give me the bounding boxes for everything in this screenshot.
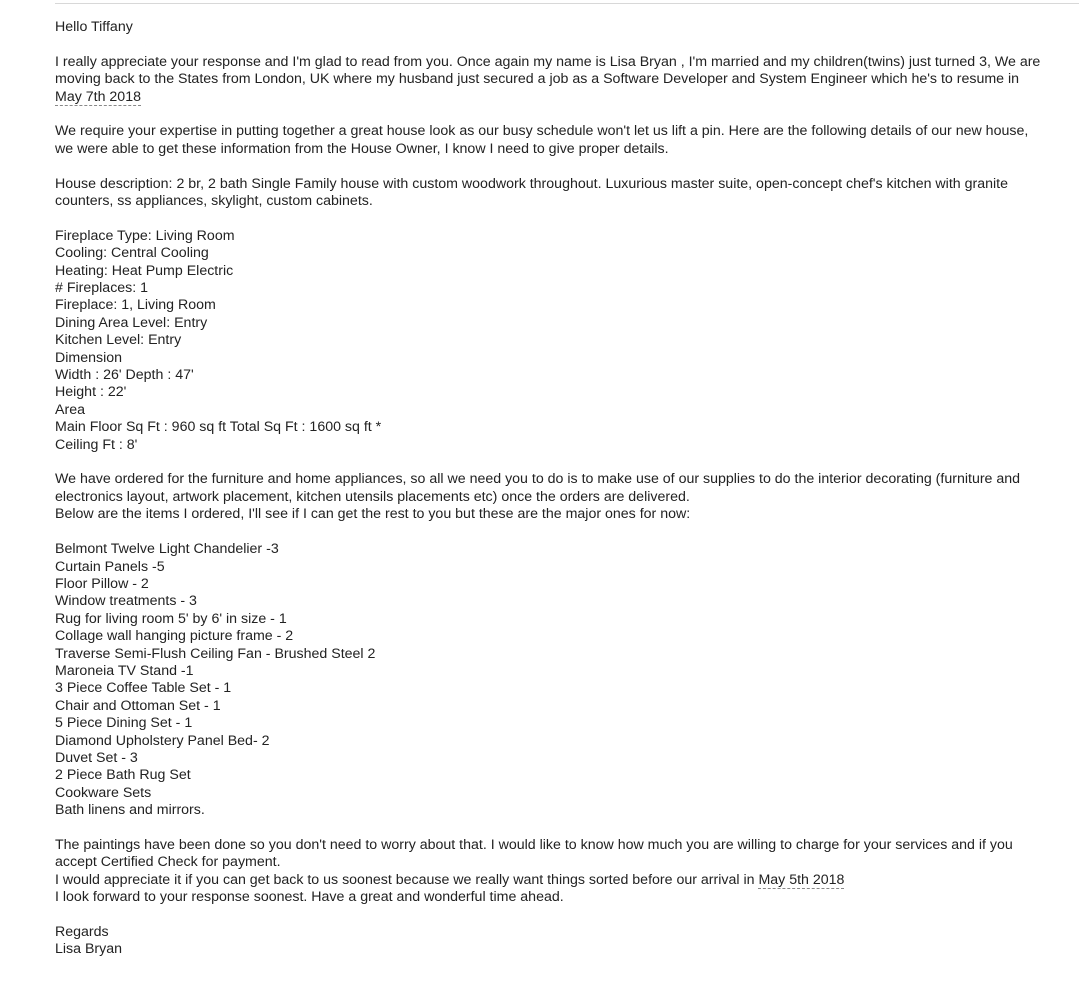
house-detail-line: Height : 22' — [55, 384, 127, 401]
list-item: 2 Piece Bath Rug Set — [55, 767, 191, 784]
email-body — [55, 19, 1045, 959]
items-intro: Below are the items I ordered, I'll see if I can get the rest to you but these are the major ones for now: — [55, 506, 691, 523]
list-item: 5 Piece Dining Set - 1 — [55, 715, 193, 732]
appreciate-paragraph — [55, 872, 1045, 889]
list-item: Belmont Twelve Light Chandelier -3 — [55, 541, 279, 558]
house-detail-line: Heating: Heat Pump Electric — [55, 262, 234, 279]
paintings-paragraph: The paintings have been done so you don't need to worry about that. I would like to know how much you are willing to charge for your services and if you accept Certified Check for payment. — [55, 836, 1013, 871]
intro-paragraph — [55, 54, 1045, 106]
furniture-paragraph: We have ordered for the furniture and home appliances, so all we need you to do is to make use of our supplies to do the interior decorating (furniture and electronics layout, artwork placement, kitchen utensils placements etc) once the orders are delivered. — [55, 471, 1021, 505]
list-item: Window treatments - 3 — [55, 593, 197, 610]
house-detail-line: Fireplace Type: Living Room — [55, 227, 235, 244]
house-detail-line: Dimension — [55, 349, 123, 366]
expertise-paragraph: We require your expertise in putting together a great house look as our busy schedule won't let us lift a pin. Here are the following details of our new house, we were able to get these information from the House Owner, I know I need to give proper details. — [55, 123, 1029, 157]
look-forward-line: I look forward to your response soonest. Have a great and wonderful time ahead. — [55, 889, 564, 906]
house-detail-line: Fireplace: 1, Living Room — [55, 297, 216, 314]
house-description: House description: 2 br, 2 bath Single Family house with custom woodwork throughout. Luxurious master suite, open-concept chef's kitchen with granite counters, ss appliances, skylight, custom cabinets. — [55, 175, 1008, 210]
list-item: Maroneia TV Stand -1 — [55, 662, 194, 679]
list-item: Floor Pillow - 2 — [55, 575, 149, 592]
house-detail-line: Cooling: Central Cooling — [55, 245, 209, 262]
items-list — [55, 541, 1045, 820]
list-item: Cookware Sets — [55, 784, 152, 801]
appreciate-text: I would appreciate it if you can get back to us soonest because we really want things sorted before our arrival in — [55, 871, 759, 888]
list-item: Traverse Semi-Flush Ceiling Fan - Brushed Steel 2 — [55, 645, 376, 662]
list-item: Bath linens and mirrors. — [55, 802, 205, 819]
house-detail-line: Area — [55, 401, 85, 418]
arrival-date-link[interactable]: May 5th 2018 — [758, 871, 845, 888]
list-item: Duvet Set - 3 — [55, 749, 138, 766]
house-detail-line: Kitchen Level: Entry — [55, 332, 182, 349]
house-detail-line: Main Floor Sq Ft : 960 sq ft Total Sq Ft : 1600 sq ft * — [55, 419, 382, 436]
house-detail-line: Dining Area Level: Entry — [55, 314, 208, 331]
house-details-list — [55, 228, 1045, 454]
house-detail-line: Width : 26' Depth : 47' — [55, 367, 194, 384]
signature: Lisa Bryan — [55, 941, 123, 958]
house-detail-line: # Fireplaces: 1 — [55, 280, 149, 297]
list-item: Chair and Ottoman Set - 1 — [55, 697, 221, 714]
list-item: Diamond Upholstery Panel Bed- 2 — [55, 732, 270, 749]
list-item: 3 Piece Coffee Table Set - 1 — [55, 680, 232, 697]
house-detail-line: Ceiling Ft : 8' — [55, 436, 138, 453]
top-divider — [55, 3, 1079, 4]
list-item: Rug for living room 5' by 6' in size - 1 — [55, 610, 287, 627]
intro-text: I really appreciate your response and I'm glad to read from you. Once again my name is Lisa Bryan , I'm married and my children(twins) just turned 3, We are moving back to the States from London, UK where my husband just secured a job as a Software Developer and System Engineer which he's to resume in — [55, 53, 1041, 88]
greeting: Hello Tiffany — [55, 19, 133, 35]
resume-date-link[interactable]: May 7th 2018 — [55, 88, 141, 105]
list-item: Collage wall hanging picture frame - 2 — [55, 628, 294, 645]
regards-line: Regards — [55, 924, 109, 940]
list-item: Curtain Panels -5 — [55, 558, 165, 575]
